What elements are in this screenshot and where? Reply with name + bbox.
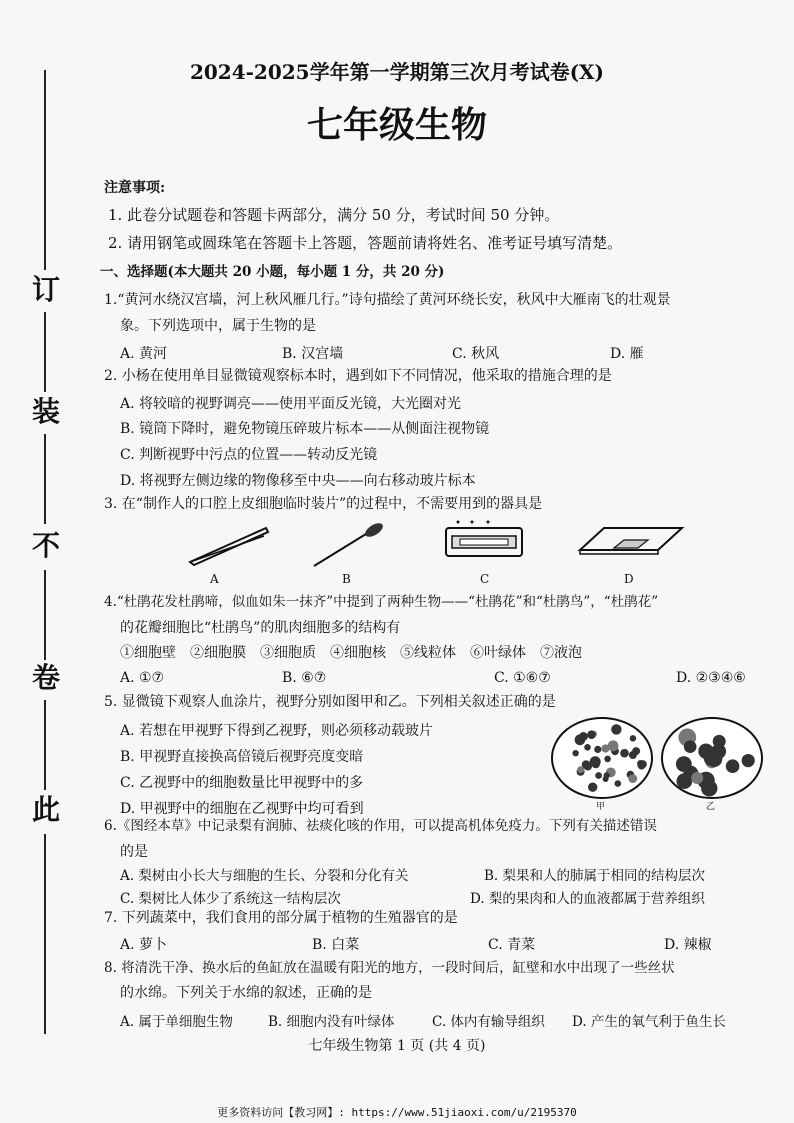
q1-option-d: D. 雁: [610, 346, 644, 362]
binding-char-1: 订: [32, 273, 61, 306]
q2-option-a: A. 将较暗的视野调亮——使用平面反光镜，大光圈对光: [120, 396, 462, 412]
q1-option-b: B. 汉宫墙: [282, 346, 344, 362]
blood-cell: [684, 740, 697, 753]
blood-cell: [595, 772, 602, 779]
exam-title: 2024-2025学年第一学期第三次月考试卷(X): [189, 60, 605, 84]
q7-option-d: D. 辣椒: [664, 937, 712, 953]
blood-cell: [691, 772, 703, 784]
q7-option-b: B. 白菜: [312, 937, 360, 953]
razor-blade-figure: [442, 518, 526, 562]
q4-option-d: D. ②③④⑥: [676, 670, 746, 686]
binding-char-4: 卷: [32, 661, 61, 694]
blood-cell: [601, 744, 609, 752]
q4-stem-line1: 4.“杜鹃花发杜鹃啼，似血如朱一抹齐”中提到了两种生物——“杜鹃花”和“杜鹃鸟”，“杜鹃花”: [104, 594, 659, 610]
tweezers-figure: [186, 522, 272, 568]
blood-cell: [594, 746, 601, 753]
section-heading: 一、选择题(本大题共 20 小题，每小题 1 分，共 20 分): [100, 264, 445, 280]
q6-stem-line1: 6.《图经本草》中记录梨有润肺、祛痰化咳的作用，可以提高机体免疫力。下列有关描述错误: [104, 818, 657, 834]
q4-option-a: A. ①⑦: [120, 670, 165, 686]
q5-option-c: C. 乙视野中的细胞数量比甲视野中的多: [120, 775, 364, 791]
q4-structures: ①细胞壁 ②细胞膜 ③细胞质 ④细胞核 ⑤线粒体 ⑥叶绿体 ⑦液泡: [120, 645, 582, 661]
note-item-1: 1. 此卷分试题卷和答题卡两部分，满分 50 分，考试时间 50 分钟。: [108, 206, 560, 224]
q8-option-c: C. 体内有输导组织: [432, 1014, 545, 1030]
blood-cell: [676, 756, 692, 772]
blood-cell: [604, 772, 610, 778]
blood-cell: [630, 735, 636, 741]
blood-cell: [726, 759, 740, 773]
q4-option-c: C. ①⑥⑦: [494, 670, 551, 686]
page-number: 七年级生物第 1 页 (共 4 页): [308, 1038, 486, 1054]
q3-label-d: D: [624, 572, 634, 586]
binding-char-3: 不: [32, 529, 61, 562]
q5-option-a: A. 若想在甲视野下得到乙视野，则必须移动载玻片: [120, 723, 434, 739]
q8-option-a: A. 属于单细胞生物: [120, 1014, 233, 1030]
q6-option-c: C. 梨树比人体少了系统这一结构层次: [120, 891, 341, 907]
q1-option-a: A. 黄河: [120, 346, 168, 362]
notes-heading: 注意事项:: [104, 180, 166, 196]
subject-title: 七年级生物: [306, 104, 487, 146]
glass-slide-figure: [576, 522, 688, 566]
fig-label-yi: 乙: [706, 802, 716, 812]
q7-stem: 7. 下列蔬菜中，我们食用的部分属于植物的生殖器官的是: [104, 910, 458, 926]
q1-stem-line2: 象。下列选项中，属于生物的是: [120, 318, 316, 334]
blood-smear-field-yi: [660, 716, 764, 800]
blood-cell: [577, 766, 584, 773]
q2-option-d: D. 将视野左侧边缘的物像移至中央——向右移动玻片标本: [120, 473, 476, 489]
blood-cell: [628, 774, 637, 783]
q3-stem: 3. 在“制作人的口腔上皮细胞临时装片”的过程中，不需要用到的器具是: [104, 496, 543, 512]
q5-stem: 5. 显微镜下观察人血涂片，视野分别如图甲和乙。下列相关叙述正确的是: [104, 694, 556, 710]
blood-cell: [706, 751, 722, 767]
blood-cell: [592, 760, 600, 768]
blood-cell: [588, 783, 597, 792]
q2-option-c: C. 判断视野中污点的位置——转动反光镜: [120, 447, 378, 463]
blood-cell: [620, 749, 629, 758]
source-link[interactable]: 更多资料访问【教习网】: https://www.51jiaoxi.com/u/2195370: [217, 1106, 577, 1119]
blood-smear-field-jia: [550, 716, 654, 800]
q6-option-d: D. 梨的果肉和人的血液都属于营养组织: [470, 891, 705, 907]
binding-char-2: 装: [32, 395, 61, 428]
q4-stem-line2: 的花瓣细胞比“杜鹃鸟”的肌肉细胞多的结构有: [120, 620, 401, 636]
q3-label-b: B: [342, 572, 351, 586]
q8-option-d: D. 产生的氧气利于鱼生长: [572, 1014, 726, 1030]
q6-stem-line2: 的是: [120, 844, 148, 860]
blood-cell: [713, 735, 726, 748]
q2-option-b: B. 镜筒下降时，避免物镜压碎玻片标本——从侧面注视物镜: [120, 421, 490, 437]
binding-line-top: [44, 70, 46, 270]
q5-option-d: D. 甲视野中的细胞在乙视野中均可看到: [120, 801, 364, 817]
dropper-figure: [310, 520, 390, 570]
blood-cell: [742, 754, 755, 767]
q8-option-b: B. 细胞内没有叶绿体: [268, 1014, 395, 1030]
blood-cell: [615, 780, 622, 787]
binding-line: [44, 570, 46, 660]
q8-stem-line2: 的水绵。下列关于水绵的叙述，正确的是: [120, 985, 372, 1001]
binding-line: [44, 700, 46, 790]
blood-cell: [579, 732, 588, 741]
blood-cell: [638, 760, 646, 768]
binding-line: [44, 434, 46, 524]
note-item-2: 2. 请用钢笔或圆珠笔在答题卡上答题，答题前请将姓名、准考证号填写清楚。: [108, 234, 623, 252]
q7-option-a: A. 萝卜: [120, 937, 168, 953]
q7-option-c: C. 青菜: [488, 937, 536, 953]
binding-char-5: 此: [32, 793, 61, 826]
binding-line: [44, 312, 46, 392]
q6-option-a: A. 梨树由小长大与细胞的生长、分裂和分化有关: [120, 868, 409, 884]
blood-cell: [584, 744, 591, 751]
q3-label-a: A: [210, 572, 219, 586]
q6-option-b: B. 梨果和人的肺属于相同的结构层次: [484, 868, 706, 884]
q4-option-b: B. ⑥⑦: [282, 670, 327, 686]
blood-cell: [604, 756, 611, 763]
q5-option-b: B. 甲视野直接换高倍镜后视野亮度变暗: [120, 749, 364, 765]
q2-stem: 2. 小杨在使用单目显微镜观察标本时，遇到如下不同情况，他采取的措施合理的是: [104, 368, 612, 384]
blood-cell: [587, 730, 596, 739]
q1-stem-line1: 1.“黄河水绕汉宫墙，河上秋风雁几行。”诗句描绘了黄河环绕长安，秋风中大雁南飞的壮观景: [104, 292, 671, 308]
fig-label-jia: 甲: [596, 802, 606, 812]
q8-stem-line1: 8. 将清洗干净、换水后的鱼缸放在温暖有阳光的地方，一段时间后，缸壁和水中出现了一些丝状: [104, 960, 675, 976]
blood-cell: [629, 751, 637, 759]
q1-option-c: C. 秋风: [452, 346, 500, 362]
binding-line-bottom: [44, 834, 46, 1034]
blood-cell: [572, 750, 578, 756]
blood-cell: [611, 724, 621, 734]
q3-label-c: C: [480, 572, 490, 586]
